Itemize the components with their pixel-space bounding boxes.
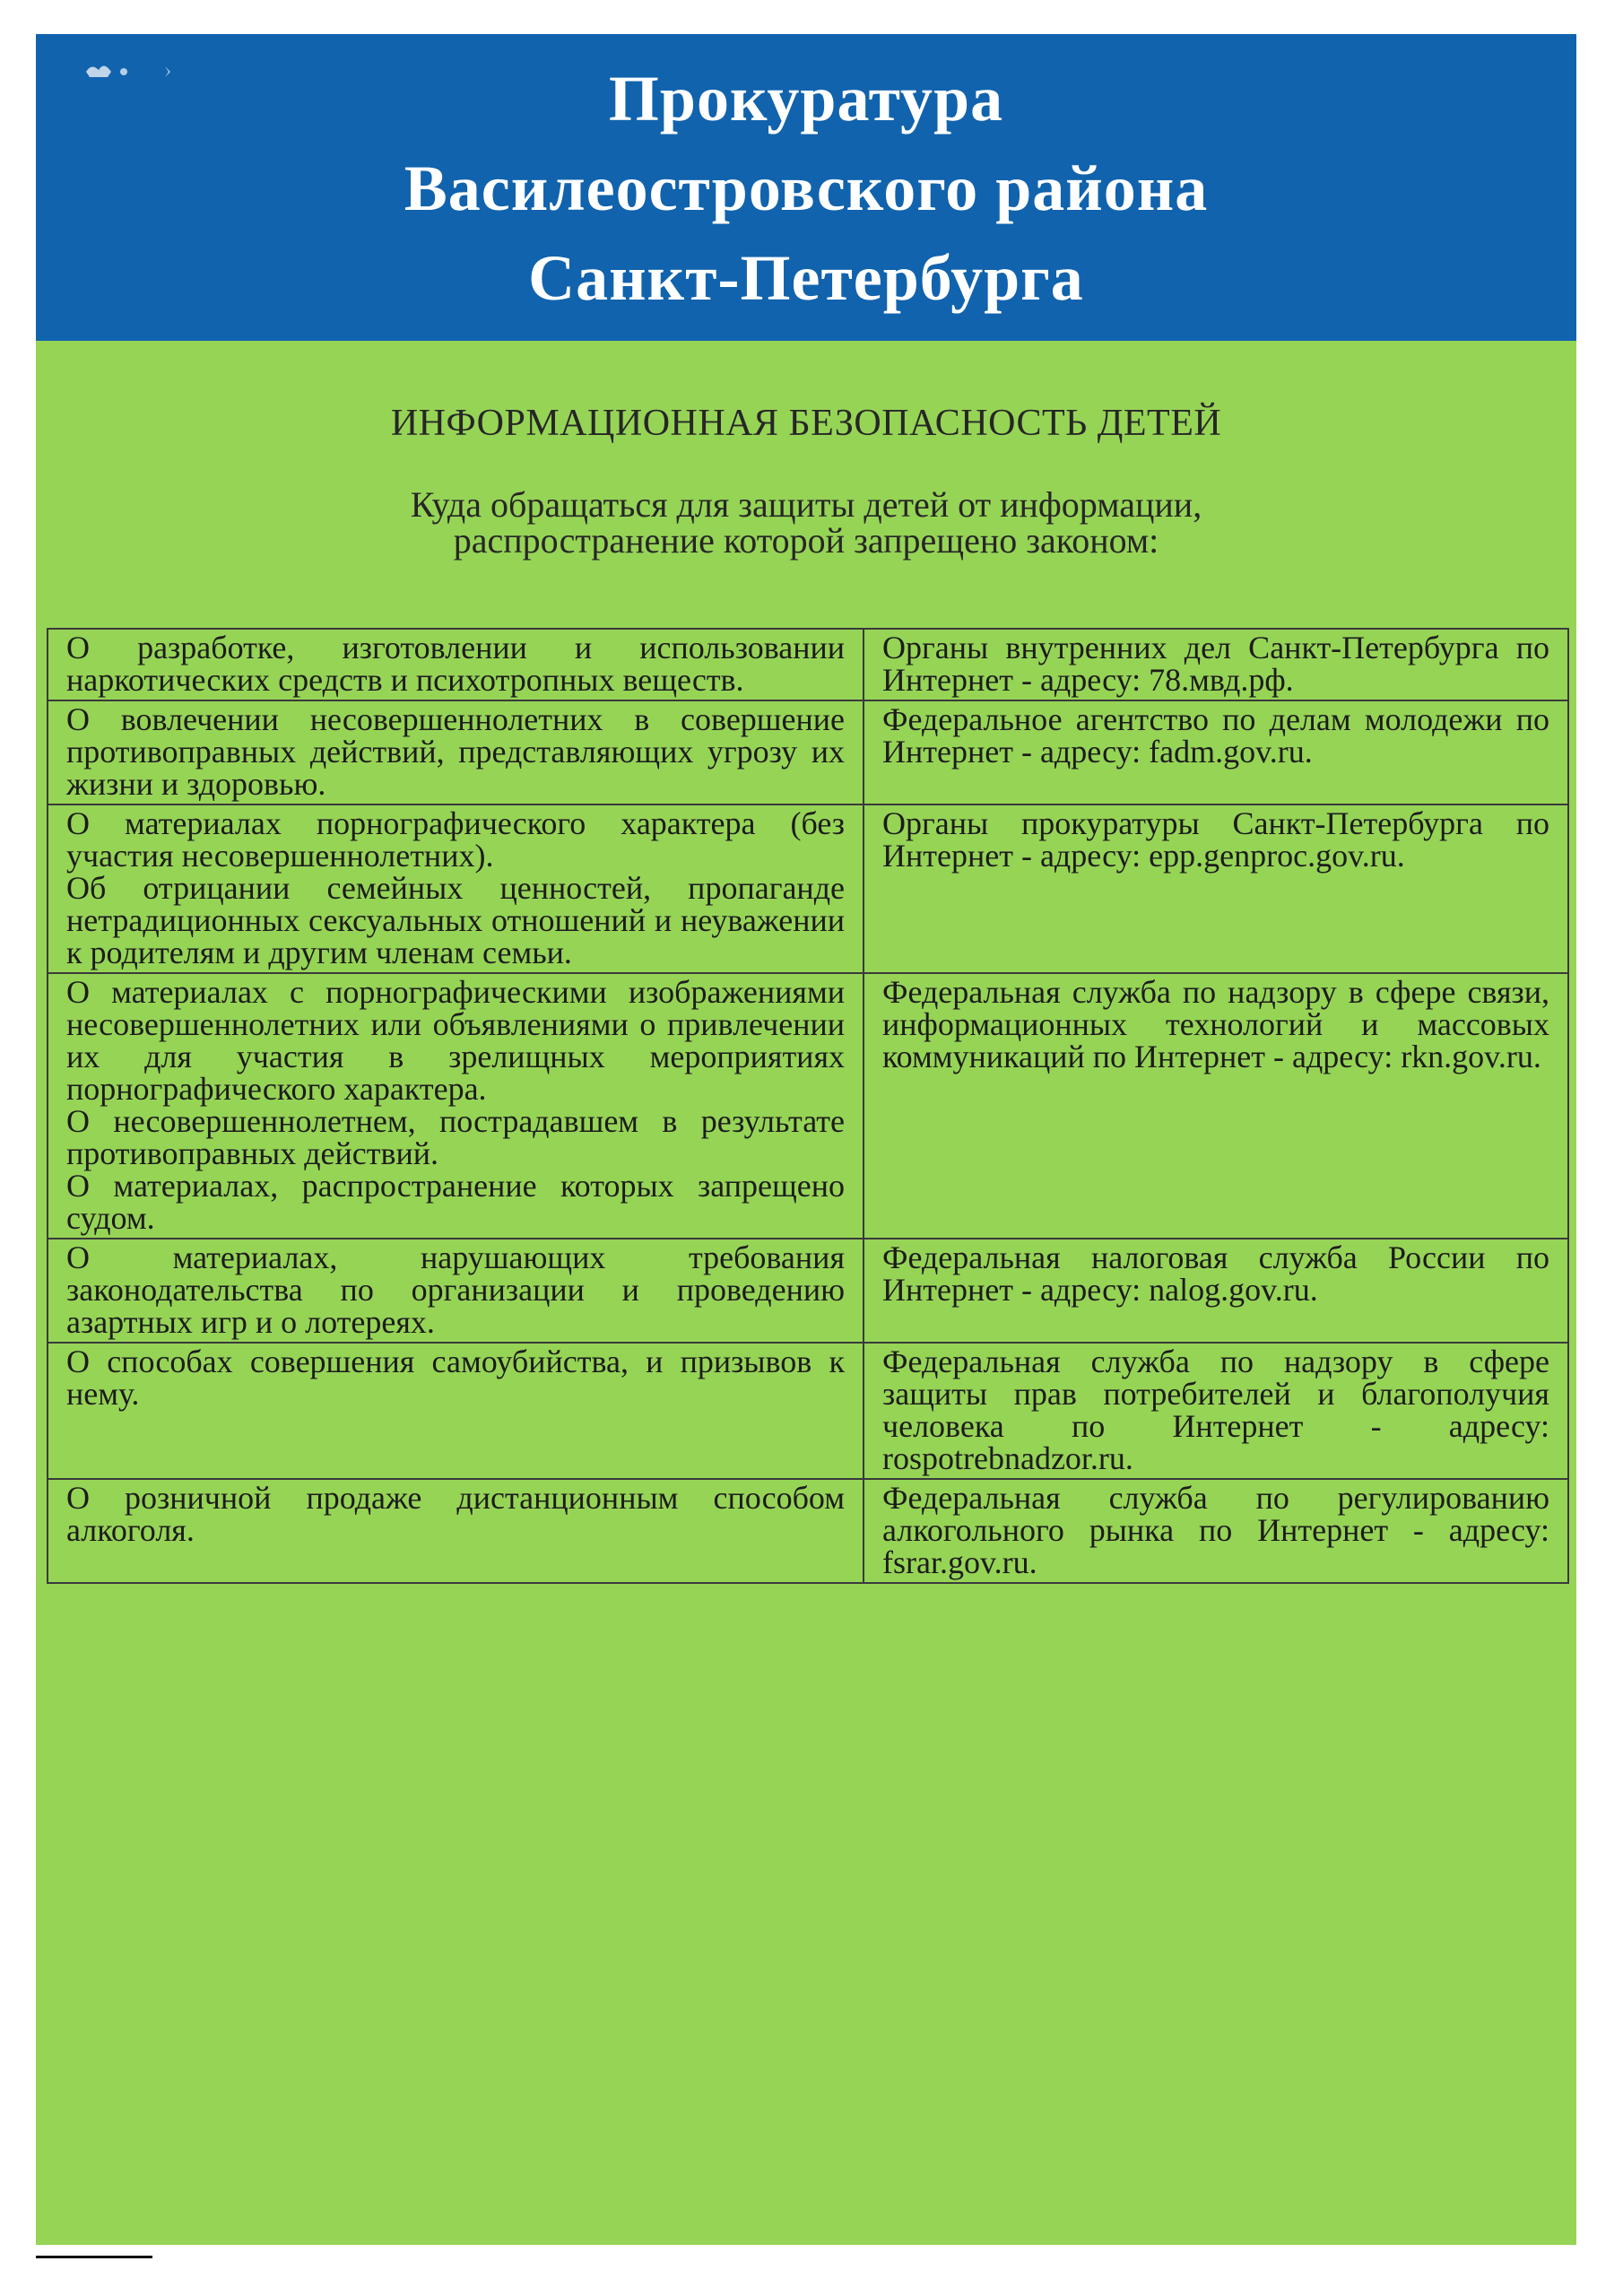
topic-text: О способах совершения самоубийства, и призывов к нему.	[66, 1344, 845, 1412]
topic-text: О материалах порнографического характера (без участия несовершеннолетних).	[66, 805, 845, 874]
table-row	[48, 629, 1568, 700]
table-row	[48, 804, 1568, 973]
table-row	[48, 1479, 1568, 1583]
header-banner	[36, 34, 1576, 341]
table-row	[48, 1343, 1568, 1479]
contact-cell: Федеральная служба по надзору в сфере защиты прав потребителей и благополучия человека по Интернет - адресу: rospotrebnadzor.ru.	[864, 1343, 1568, 1479]
topic-text: О несовершеннолетнем, пострадавшем в результате противоправных действий.	[66, 1103, 845, 1171]
contact-cell: Органы внутренних дел Санкт-Петербурга по Интернет - адресу: 78.мвд.рф.	[864, 629, 1568, 700]
flyer-sheet	[36, 34, 1576, 2245]
topic-cell	[48, 973, 864, 1239]
table-row	[48, 700, 1568, 804]
topic-cell	[48, 1239, 864, 1343]
contacts-table	[47, 628, 1569, 1584]
subtitle-line-1: Куда обращаться для защиты детей от информации,	[410, 484, 1202, 525]
topic-text: О разработке, изготовлении и использовании наркотических средств и психотропных веществ.	[66, 630, 845, 698]
table-row	[48, 973, 1568, 1239]
topic-text: О материалах, нарушающих требования законодательства по организации и проведению азартных игр и о лотереях.	[66, 1239, 845, 1340]
contact-cell: Федеральная налоговая служба России по Интернет - адресу: nalog.gov.ru.	[864, 1239, 1568, 1343]
subtitle-line-2: распространение которой запрещено законом:	[453, 520, 1159, 561]
topic-text: О вовлечении несовершеннолетних в совершение противоправных действий, представляющих угрозу их жизни и здоровью.	[66, 701, 845, 802]
header-line-3: Санкт-Петербурга	[528, 242, 1084, 314]
contact-cell: Федеральная служба по надзору в сфере связи, информационных технологий и массовых коммуникаций по Интернет - адресу: rkn.gov.ru.	[864, 973, 1568, 1239]
contact-cell: Федеральная служба по регулированию алкогольного рынка по Интернет - адресу: fsrar.gov.ru.	[864, 1479, 1568, 1583]
header-title	[36, 54, 1576, 323]
header-line-1: Прокуратура	[608, 63, 1004, 135]
header-line-2: Василеостровского района	[404, 152, 1209, 224]
topic-cell	[48, 700, 864, 804]
topic-text: О материалах с порнографическими изображениями несовершеннолетних или объявлениями о привлечении их для участия в зрелищных мероприятиях порнографического характера.	[66, 974, 845, 1107]
topic-cell	[48, 1343, 864, 1479]
document-subtitle	[36, 484, 1576, 561]
topic-cell	[48, 629, 864, 700]
topic-text: Об отрицании семейных ценностей, пропаганде нетрадиционных сексуальных отношений и неуважении к родителям и другим членам семьи.	[66, 870, 845, 970]
topic-text: О розничной продаже дистанционным способом алкоголя.	[66, 1480, 845, 1548]
scan-edge-line	[36, 2256, 152, 2258]
contact-cell: Федеральное агентство по делам молодежи по Интернет - адресу: fadm.gov.ru.	[864, 700, 1568, 804]
topic-text: О материалах, распространение которых запрещено судом.	[66, 1168, 845, 1236]
contact-cell: Органы прокуратуры Санкт-Петербурга по Интернет - адресу: epp.genproc.gov.ru.	[864, 804, 1568, 973]
topic-cell	[48, 804, 864, 973]
topic-cell	[48, 1479, 864, 1583]
table-row	[48, 1239, 1568, 1343]
document-title: ИНФОРМАЦИОННАЯ БЕЗОПАСНОСТЬ ДЕТЕЙ	[390, 403, 1222, 444]
